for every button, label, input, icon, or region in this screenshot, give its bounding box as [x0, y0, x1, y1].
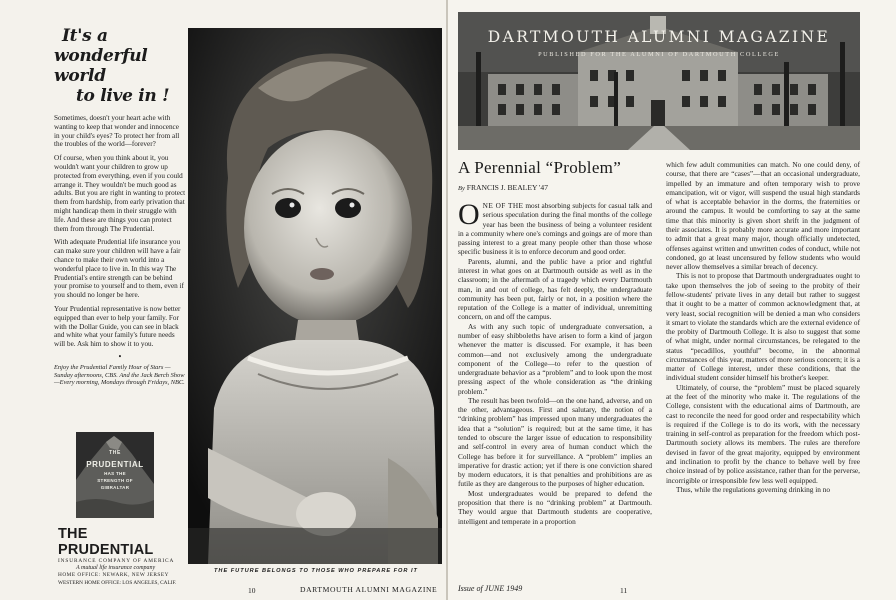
byline-author: FRANCIS J. BEALEY '47	[466, 183, 549, 192]
headline-line-1: It's a	[62, 26, 108, 46]
right-page	[448, 0, 896, 600]
photo-caption: THE FUTURE BELONGS TO THOSE WHO PREPARE FOR IT	[214, 568, 418, 574]
page-number-left: 10	[248, 586, 256, 595]
article-column-left	[458, 198, 653, 569]
prudential-ad-text	[54, 26, 186, 387]
article-paragraph: Ultimately, of course, the “problem” must be placed squarely at the feet of the minority who make it. The regulations of the College, consistent with the educational aims of Dartmouth, are cast to reconcile the need for good order and respectability which is required if the College is to do its work, with the necessary training in self-control as preparation for the freedom which post-Dartmouth society allows its members. The rules are therefore devised in favor of the great majority, equipped by environment and inclination to profit by the chance to behave well by free choice instead of by police assistance, rather than for the perverse, incorrigible or irresponsible few less well equipped.	[666, 382, 860, 485]
ad-paragraph: Sometimes, doesn't your heart ache with wanting to keep that wonder and innocence in your child's eyes? To protect her from all the troubles of the world—forever?	[54, 114, 180, 149]
article-column-right	[666, 160, 860, 570]
logo-line: STRENGTH OF	[97, 478, 133, 483]
article-paragraph: Most undergraduates would be prepared to defend the proposition that there is no “drinking problem” at Dartmouth. They would argue that Dartmouth students are cooperative, intelligent and temperate in a proportion	[458, 488, 652, 526]
child-photograph	[188, 28, 442, 564]
lead-smallcaps: NE OF THE	[482, 201, 524, 210]
company-line: WESTERN HOME OFFICE: LOS ANGELES, CALIF.	[58, 579, 177, 586]
company-line: INSURANCE COMPANY OF AMERICA	[58, 558, 175, 564]
bullet-ornament: •	[117, 352, 123, 361]
issue-date: Issue of JUNE 1949	[458, 584, 523, 593]
ad-paragraph: Of course, when you think about it, you wouldn't want your children to grow up protected from everything, even if you could arrange it. They wouldn't be much good as adults. But you are right in wanting to protect them from hardship, from early privation that might handicap them in their struggle with life. And these are things you can protect them from through The Prudential.	[54, 154, 186, 233]
ad-paragraph: With adequate Prudential life insurance you can make sure your children will have a fair chance to make their own world into a wonderful place to live in. In this way The Prudential's entire strength can be behind your promise to yourself and to them, even if you should no longer be here.	[54, 238, 184, 300]
company-name: THE PRUDENTIAL	[58, 526, 154, 558]
logo-line: PRUDENTIAL	[86, 460, 144, 469]
headline-line-2: wonderful world	[54, 46, 148, 86]
byline	[458, 183, 548, 192]
radio-note: Enjoy the Prudential Family Hour of Stars —Sunday afternoons, CBS. And the Jack Berch Show—Every morning, Mondays through Fridays, NBC.	[54, 363, 185, 387]
article-paragraph: The result has been twofold—on the one hand, adverse, and on the other, advantageous. First and salutary, the notion of a “drinking problem” has impressed upon many undergraduates the idea that a “solution” is required; but at the same time, it has tended to obscure the larger issue of education to responsibility and self-control in every area of human conduct which the College has before it for surveillance. A “problem” implies an imperative for drastic action; yet if there is one conviction shared by modern educators, it is that penalties and prohibitions are as futile as they are dangerous to the purposes of higher education.	[458, 395, 652, 489]
article-paragraph: This is not to propose that Dartmouth undergraduates ought to take upon themselves the job of seeing to the probity of their fellow-students' private lives in any detail but rather to suggest that it ought to be a matter of common acknowledgment that, at very least, social recognition will be denied a man who considers it smart to violate the standards which are the external evidence of the probity of Dartmouth College. It is also to suggest that some of what might, under normal circumstances, be relegated to the status “pecadillos, youthful” become, in the abnormal circumstances of this year, matters of more serious concern; it is a matter of College interest, under these conditions, that the individual student consider himself his brother's keeper.	[666, 271, 860, 383]
gibraltar-logo	[76, 432, 154, 518]
logo-line: GIBRALTAR	[100, 485, 130, 490]
child-portrait-image	[188, 28, 442, 564]
masthead	[458, 12, 860, 150]
masthead-title: DARTMOUTH ALUMNI MAGAZINE	[487, 28, 831, 46]
page-number-right: 11	[620, 586, 628, 595]
ad-headline	[54, 26, 186, 106]
ad-paragraph: Your Prudential representative is now better equipped than ever to help your family. For with the Dollar Guide, you can see in black and white what your family's future needs will be. Ask him to show it to you.	[54, 304, 181, 349]
article-paragraph: which few adult communities can match. No one could deny, of course, that there are “cases”—that an occasional undergraduate, impelled by an immature and often temporary wish to prove emancipation, wit or vigor, will suspend the usual high standards of what is acceptable behavior in the dorms, the fraternities or around the campus. It would be comforting to say at the same time that this minority is given short shrift in the judgment of their associates. It is probably more accurate and more important to admit that a great many major, though officially undetected, offenses against written and unwritten codes of conduct, while not condoned, go at least uncensured by fellow students who would never allow themselves a similar breach of decency.	[666, 160, 860, 272]
left-page	[0, 0, 446, 600]
company-signature	[58, 526, 186, 587]
logo-line: HAS THE	[104, 471, 126, 476]
lead-paragraph	[458, 198, 653, 257]
company-line: A mutual life insurance company	[76, 565, 156, 572]
lead-text: most absorbing subjects for casual talk and serious speculation during the final months of the college year has been the business of being a volunteer resident in a community where one's comings and goings are of more than passing interest to a great many people other than those whose specific business it is to enforce decorum and good order.	[458, 201, 653, 257]
company-line: HOME OFFICE: NEWARK, NEW JERSEY	[58, 572, 169, 579]
masthead-subtitle: PUBLISHED FOR THE ALUMNI OF DARTMOUTH COLLEGE	[538, 51, 780, 58]
running-head-left: DARTMOUTH ALUMNI MAGAZINE	[300, 585, 438, 594]
article-paragraph: Parents, alumni, and the public have a prior and rightful interest in what goes on at Dartmouth outside as well as in the classroom; in the aftermath of a tragedy which every Dartmouth man, in and out of college, has felt deeply, the undergraduate community has been put, fairly or not, in a position where the reputation of the College is a matter of individual, unremitting concern, on and off the campus.	[458, 256, 652, 322]
article-paragraph: As with any such topic of undergraduate conversation, a number of easy shibboleths have arisen to form a kind of jargon whenever the matter is discussed. For example, it has been common—and not exclusively among the undergraduate component of the College—to refer to the question of undergraduate behavior as a “problem” and to look upon the most pressing aspect of the whole consideration as “the drinking problem.”	[458, 321, 652, 396]
article-title: A Perennial “Problem”	[458, 158, 622, 177]
article-paragraph: Thus, while the regulations governing drinking in no	[676, 484, 831, 494]
logo-line: THE	[109, 450, 121, 456]
drop-cap: O	[458, 198, 480, 231]
byline-prefix: By	[458, 185, 465, 192]
headline-line-3: to live in !	[76, 86, 170, 106]
